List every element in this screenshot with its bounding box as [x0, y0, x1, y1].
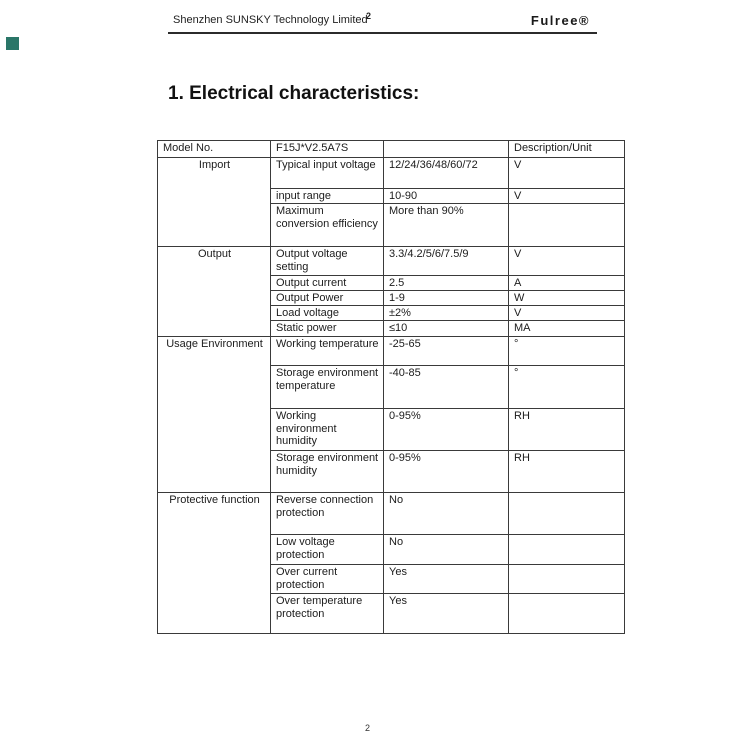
param-cell: Output Power — [271, 291, 384, 306]
value-cell: ±2% — [384, 306, 509, 321]
unit-cell: ° — [509, 366, 625, 409]
unit-cell: V — [509, 158, 625, 189]
unit-cell — [509, 594, 625, 634]
value-cell: Yes — [384, 594, 509, 634]
param-cell: Over temperature protection — [271, 594, 384, 634]
value-cell: 0-95% — [384, 409, 509, 451]
param-cell: Output voltage setting — [271, 247, 384, 276]
value-cell: No — [384, 493, 509, 535]
unit-cell: V — [509, 247, 625, 276]
param-cell: Reverse connection protection — [271, 493, 384, 535]
param-cell: Output current — [271, 276, 384, 291]
param-cell: Over current protection — [271, 565, 384, 594]
header-rule — [168, 32, 597, 34]
group-label-protective-function: Protective function — [158, 493, 271, 634]
group-label-usage-environment: Usage Environment — [158, 337, 271, 493]
param-cell: Storage environment temperature — [271, 366, 384, 409]
value-cell: -40-85 — [384, 366, 509, 409]
table-header-row — [158, 141, 625, 158]
unit-cell: RH — [509, 451, 625, 493]
value-cell: 12/24/36/48/60/72 — [384, 158, 509, 189]
header-company-name: Shenzhen SUNSKY Technology Limited — [173, 14, 368, 26]
value-cell: 0-95% — [384, 451, 509, 493]
header-description-unit: Description/Unit — [509, 141, 625, 158]
header-empty — [384, 141, 509, 158]
value-cell: 1-9 — [384, 291, 509, 306]
unit-cell — [509, 204, 625, 247]
param-cell: Storage environment humidity — [271, 451, 384, 493]
param-cell: Working temperature — [271, 337, 384, 366]
value-cell: 3.3/4.2/5/6/7.5/9 — [384, 247, 509, 276]
param-cell: Low voltage protection — [271, 535, 384, 565]
param-cell: input range — [271, 189, 384, 204]
value-cell: More than 90% — [384, 204, 509, 247]
unit-cell: RH — [509, 409, 625, 451]
value-cell: 10-90 — [384, 189, 509, 204]
unit-cell — [509, 493, 625, 535]
unit-cell — [509, 565, 625, 594]
table-row — [158, 247, 625, 276]
table-row — [158, 493, 625, 535]
group-label-import: Import — [158, 158, 271, 247]
unit-cell: A — [509, 276, 625, 291]
param-cell: Maximum conversion efficiency — [271, 204, 384, 247]
header-model-no: Model No. — [158, 141, 271, 158]
value-cell: ≤10 — [384, 321, 509, 337]
value-cell: -25-65 — [384, 337, 509, 366]
table-row — [158, 158, 625, 189]
unit-cell: V — [509, 306, 625, 321]
param-cell: Typical input voltage — [271, 158, 384, 189]
table-row — [158, 337, 625, 366]
value-cell: No — [384, 535, 509, 565]
header-superscript: 2 — [366, 11, 372, 21]
param-cell: Load voltage — [271, 306, 384, 321]
unit-cell: ° — [509, 337, 625, 366]
page-number: 2 — [365, 723, 371, 733]
value-cell: Yes — [384, 565, 509, 594]
unit-cell — [509, 535, 625, 565]
spec-table — [157, 140, 625, 634]
param-cell: Static power — [271, 321, 384, 337]
header-model-value: F15J*V2.5A7S — [271, 141, 384, 158]
value-cell: 2.5 — [384, 276, 509, 291]
unit-cell: MA — [509, 321, 625, 337]
param-cell: Working environment humidity — [271, 409, 384, 451]
brand-logo: Fulree® — [530, 13, 590, 28]
corner-marker — [6, 37, 19, 50]
group-label-output: Output — [158, 247, 271, 337]
unit-cell: W — [509, 291, 625, 306]
section-title: 1. Electrical characteristics: — [168, 83, 420, 104]
unit-cell: V — [509, 189, 625, 204]
